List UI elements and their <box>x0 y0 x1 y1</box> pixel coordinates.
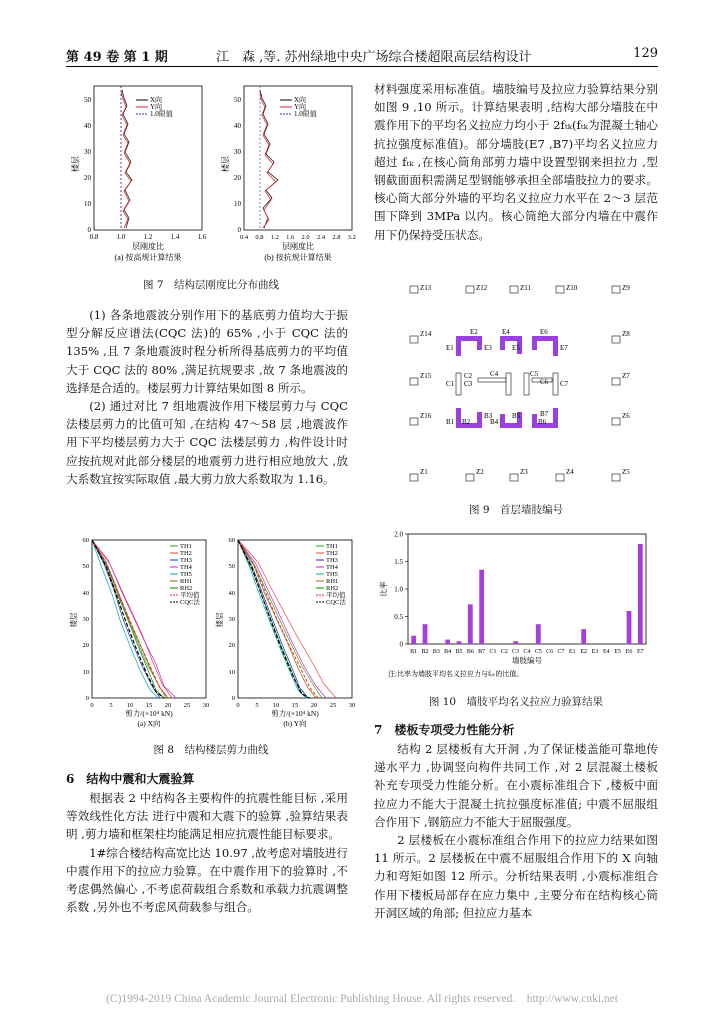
fig10-frame <box>408 534 646 644</box>
fig9-wall-labels <box>446 328 569 426</box>
svg-text:Z12: Z12 <box>476 284 488 292</box>
fig10-xtick-B5: B5 <box>455 649 463 655</box>
svg-text:TH5: TH5 <box>326 571 338 578</box>
svg-text:0: 0 <box>87 226 91 234</box>
svg-text:1.4: 1.4 <box>170 233 180 241</box>
svg-text:RH1: RH1 <box>326 578 339 585</box>
svg-text:40: 40 <box>234 122 241 130</box>
running-title: 江 森 ,等. 苏州绿地中央广场综合楼超限高层结构设计 <box>216 50 532 65</box>
svg-text:Z4: Z4 <box>566 468 574 476</box>
fig10-xtick-E4: E4 <box>602 649 610 655</box>
svg-text:Z9: Z9 <box>622 284 630 292</box>
journal-volume: 第 49 卷 第 1 期 <box>66 50 168 65</box>
fig10-xtick-E5: E5 <box>614 649 622 655</box>
svg-text:40: 40 <box>228 590 235 597</box>
fig7a-sublabel: (a) 按高规计算结果 <box>114 253 182 262</box>
fig10-xtick-B7: B7 <box>478 649 486 655</box>
svg-text:10: 10 <box>272 702 280 709</box>
svg-text:60: 60 <box>82 537 89 544</box>
fig8b-ylabel: 楼层 <box>215 612 224 628</box>
fig7a-xlabel: 层刚度比 <box>132 242 164 251</box>
fig10-bar-B1 <box>411 636 416 644</box>
svg-text:0: 0 <box>231 695 235 702</box>
fig10-bar-B2 <box>423 624 428 644</box>
svg-text:E7: E7 <box>560 344 568 352</box>
svg-text:TH1: TH1 <box>326 543 338 550</box>
fig7a-plot <box>70 86 207 262</box>
svg-text:E1: E1 <box>446 344 454 352</box>
svg-text:RH2: RH2 <box>180 585 193 592</box>
svg-text:E2: E2 <box>470 328 478 336</box>
svg-text:B6: B6 <box>538 418 547 426</box>
svg-text:Z16: Z16 <box>420 412 432 420</box>
svg-text:0.8: 0.8 <box>89 233 99 241</box>
svg-text:40: 40 <box>84 122 91 130</box>
fig7b-legend-limit: 1.0限值 <box>294 110 317 118</box>
fig10-ytick-label: 0.5 <box>394 613 403 621</box>
fig10-xtick-E3: E3 <box>591 649 599 655</box>
fig10-xtick-C3: C3 <box>512 649 520 655</box>
svg-text:Z15: Z15 <box>420 372 432 380</box>
fig10-bar-B7 <box>479 570 484 644</box>
fig8a-ylabel: 楼层 <box>69 612 78 628</box>
page-number: 129 <box>633 46 658 61</box>
svg-text:2.4: 2.4 <box>316 234 326 241</box>
fig10-caption: 图 10 墙肢平均名义拉应力验算结果 <box>428 696 604 708</box>
svg-text:Z13: Z13 <box>420 284 432 292</box>
fig10-ytick-label: 1.0 <box>394 585 403 594</box>
svg-text:5: 5 <box>255 702 259 709</box>
fig10-ylabel: 比率 <box>379 581 388 597</box>
fig10-xtick-C1: C1 <box>489 649 497 655</box>
section-7-title: 7 楼板专项受力性能分析 <box>374 723 515 737</box>
svg-text:TH2: TH2 <box>180 550 192 557</box>
svg-text:20: 20 <box>82 642 89 649</box>
svg-text:Z3: Z3 <box>520 468 528 476</box>
svg-text:C6: C6 <box>540 378 549 386</box>
svg-text:Z11: Z11 <box>520 284 532 292</box>
fig10-ytick-label: 0 <box>399 640 403 649</box>
section-7-body <box>374 740 658 922</box>
svg-text:Z1: Z1 <box>420 468 428 476</box>
svg-text:40: 40 <box>82 590 89 597</box>
svg-text:20: 20 <box>84 174 91 182</box>
svg-text:B2: B2 <box>462 418 471 426</box>
fig7b-xlabel: 层刚度比 <box>282 242 314 251</box>
fig8b-xlabel: 剪力/(×10⁴ kN) <box>271 709 319 718</box>
fig10-xtick-B2: B2 <box>421 649 429 655</box>
svg-text:10: 10 <box>234 200 241 208</box>
svg-text:C2: C2 <box>464 372 473 380</box>
header-rule <box>66 66 658 67</box>
svg-text:10: 10 <box>228 669 235 676</box>
fig10-bar-C5 <box>536 624 541 644</box>
svg-text:1.2: 1.2 <box>143 233 153 241</box>
svg-text:20: 20 <box>310 702 318 709</box>
svg-text:RH2: RH2 <box>326 585 339 592</box>
svg-text:Z5: Z5 <box>622 468 630 476</box>
fig10-xtick-E6: E6 <box>625 649 633 655</box>
svg-text:TH3: TH3 <box>180 557 192 564</box>
svg-text:RH1: RH1 <box>180 578 193 585</box>
right-top-para: 材料强度采用标准值。墙肢编号及拉应力验算结果分别如图 9 ,10 所示。计算结果表明 ,结构大部分墙肢在中震作用下的平均名义拉应力均小于 2fₜₖ(fₜₖ为混凝土轴心抗拉强度标准值)。部分墙肢(E7 ,B7)平均名义拉应力超过 fₜₖ ,在核心筒角部剪力墙中设置型钢来担拉力 ,型钢截面面积需满足型钢能够承担全部墙肢拉力的要求。核心筒大部分外墙的平均名义拉应力水平在 2～3 层范围下降到 3MPa 以内。核心筒绝大部分内墙在中震作用下仍保持受压状态。 <box>374 82 658 242</box>
fig7a-ylabel: 楼层 <box>71 156 80 172</box>
fig10-note: 注:比率为墙肢平均名义拉应力与fₜₖ的比值。 <box>388 670 524 678</box>
fig7-charts <box>66 78 356 268</box>
svg-text:30: 30 <box>202 702 210 709</box>
fig8a-legend <box>170 543 200 606</box>
svg-text:C1: C1 <box>446 380 455 388</box>
fig10-xtick-E2: E2 <box>580 649 588 655</box>
svg-text:20: 20 <box>164 702 172 709</box>
svg-text:0.8: 0.8 <box>255 234 264 241</box>
copyright-footer: (C)1994-2019 China Academic Journal Electronic Publishing House. All rights reserved. http://www.cnki.net <box>106 993 618 1005</box>
svg-text:0: 0 <box>85 695 89 702</box>
svg-text:20: 20 <box>228 642 235 649</box>
svg-text:CQC法: CQC法 <box>326 599 346 606</box>
svg-text:C5: C5 <box>530 370 539 378</box>
fig10-bar-E7 <box>638 544 643 644</box>
svg-text:B7: B7 <box>540 410 549 418</box>
fig8b-sublabel: (b) Y向 <box>283 719 307 728</box>
fig10-xlabel: 墙肢编号 <box>512 656 542 665</box>
svg-text:E3: E3 <box>484 344 492 352</box>
svg-text:20: 20 <box>234 174 241 182</box>
fig7b-legend-x: X向 <box>294 96 307 104</box>
svg-text:30: 30 <box>82 616 89 623</box>
fig10-xtick-B3: B3 <box>432 649 440 655</box>
svg-text:3.2: 3.2 <box>347 234 356 241</box>
svg-text:2.0: 2.0 <box>301 234 310 241</box>
fig10-xtick-B1: B1 <box>410 649 418 655</box>
svg-text:30: 30 <box>348 702 356 709</box>
svg-text:B4: B4 <box>490 418 499 426</box>
fig9-caption: 图 9 首层墙肢编号 <box>468 504 564 516</box>
svg-text:50: 50 <box>84 96 91 104</box>
svg-text:30: 30 <box>84 148 91 156</box>
svg-text:50: 50 <box>228 563 235 570</box>
svg-text:1.0: 1.0 <box>116 233 126 241</box>
svg-text:Z8: Z8 <box>622 330 630 338</box>
sec6-para-1: 根据表 2 中结构各主要构件的抗震性能目标 ,采用等效线性化方法 进行中震和大震下的验算 ,验算结果表明 ,剪力墙和框架柱均能满足相应抗震性能目标要求。 <box>66 791 348 842</box>
fig10-xtick-B6: B6 <box>466 649 474 655</box>
svg-text:TH4: TH4 <box>180 564 192 571</box>
fig10-ytick-label: 1.5 <box>394 558 403 566</box>
svg-text:Z14: Z14 <box>420 330 432 338</box>
svg-text:Z6: Z6 <box>622 412 630 420</box>
svg-text:B5: B5 <box>512 412 521 420</box>
svg-text:C7: C7 <box>560 380 569 388</box>
fig8b-plot <box>214 537 355 728</box>
right-top-text <box>374 80 658 244</box>
svg-text:1.2: 1.2 <box>270 234 279 241</box>
fig8b-legend <box>316 543 346 606</box>
fig7a-legend-x: X向 <box>150 96 163 104</box>
sec7-para-1: 结构 2 层楼板有大开洞 ,为了保证楼盖能可靠地传递水平力 ,协调竖向构件共同工作 ,对 2 层混凝土楼板补充专项受力性能分析。在小震标准组合下 ,楼板中面拉应力不能大于混凝土抗拉强度标准值; 中震不屈服组合作用下 ,钢筋应力不能大于屈服强度。 <box>374 742 658 829</box>
fig7-caption: 图 7 结构层刚度比分布曲线 <box>142 279 280 291</box>
svg-text:25: 25 <box>329 702 337 709</box>
svg-text:50: 50 <box>234 96 241 104</box>
fig7b-ylabel: 楼层 <box>221 156 230 172</box>
svg-text:C3: C3 <box>464 380 473 388</box>
fig10-bar-B5 <box>457 641 462 644</box>
fig10-xtick-C7: C7 <box>557 649 565 655</box>
svg-text:30: 30 <box>228 616 235 623</box>
fig8a-plot <box>68 537 209 728</box>
fig10-xtick-B4: B4 <box>444 649 452 655</box>
fig7a-legend-y: Y向 <box>150 103 163 111</box>
left-paragraphs <box>66 306 348 488</box>
fig10-bar-B6 <box>468 604 473 644</box>
svg-text:5: 5 <box>109 702 113 709</box>
sec7-para-2: 2 层楼板在小震标准组合作用下的拉应力结果如图 11 所示。2 层楼板在中震不屈服组合作用下的 X 向轴力和弯矩如图 12 所示。分析结果表明 ,小震标准组合作用下楼板局部存在应力集中 ,主要分布在结构核心筒开洞区域的角部; 但拉应力基本 <box>374 833 658 920</box>
svg-text:0: 0 <box>237 226 241 234</box>
svg-text:10: 10 <box>84 200 91 208</box>
svg-text:Z2: Z2 <box>476 468 484 476</box>
svg-text:E4: E4 <box>502 328 510 336</box>
fig8a-sublabel: (a) X向 <box>137 719 161 728</box>
fig10-bar-E2 <box>581 629 586 644</box>
fig9-wall-plan <box>400 278 640 498</box>
svg-text:0: 0 <box>90 702 94 709</box>
svg-text:C4: C4 <box>490 370 499 378</box>
sec6-para-2: 1#综合楼结构高宽比达 10.97 ,故考虑对墙肢进行中震作用下的拉应力验算。在中震作用下的验算时 ,不考虑偶然偏心 ,不考虑荷载组合系数和承载力抗震调整系数 ,另外也不考虑风荷载参与组合。 <box>66 845 348 915</box>
svg-text:TH2: TH2 <box>326 550 338 557</box>
fig10-bar-chart <box>374 528 664 682</box>
fig10-xtick-C2: C2 <box>500 649 508 655</box>
fig10-bar-B4 <box>445 640 450 644</box>
svg-text:60: 60 <box>228 537 235 544</box>
fig8-caption: 图 8 结构楼层剪力曲线 <box>153 744 269 756</box>
svg-text:25: 25 <box>183 702 191 709</box>
svg-text:B3: B3 <box>484 412 493 420</box>
fig10-bar-C3 <box>513 641 518 644</box>
svg-text:30: 30 <box>234 148 241 156</box>
fig10-xtick-C4: C4 <box>523 649 531 655</box>
fig10-xtick-E7: E7 <box>636 649 644 655</box>
svg-text:Z7: Z7 <box>622 372 630 380</box>
svg-text:TH3: TH3 <box>326 557 338 564</box>
svg-text:2.8: 2.8 <box>332 234 341 241</box>
fig10-xtick-E1: E1 <box>568 649 576 655</box>
svg-text:50: 50 <box>82 563 89 570</box>
fig8a-xlabel: 剪力/(×10⁴ kN) <box>125 709 173 718</box>
svg-text:TH1: TH1 <box>180 543 192 550</box>
svg-text:10: 10 <box>82 669 89 676</box>
fig7a-legend-limit: 1.0限值 <box>150 110 173 118</box>
fig10-ytick-label: 2.0 <box>394 530 403 539</box>
svg-text:TH4: TH4 <box>326 564 338 571</box>
section-6-body <box>66 789 348 916</box>
svg-text:15: 15 <box>145 702 153 709</box>
fig10-bar-E6 <box>627 611 632 644</box>
para-2: (2) 通过对比 7 组地震波作用下楼层剪力与 CQC 法楼层剪力的比值可知 ,在结构 47～58 层 ,地震波作用下平均楼层剪力大于 CQC 法楼层剪力 ,构件设计时应按抗规对此部分楼层的地震剪力进行相应地放大 ,放大系数宜按实际取值 ,最大剪力放大系数取为 1.16。 <box>66 399 348 486</box>
running-header <box>66 46 658 66</box>
svg-text:10: 10 <box>126 702 134 709</box>
svg-text:15: 15 <box>291 702 299 709</box>
svg-text:E6: E6 <box>540 328 548 336</box>
fig10-xtick-C6: C6 <box>546 649 554 655</box>
fig7b-legend-y: Y向 <box>294 103 307 111</box>
svg-text:Z10: Z10 <box>566 284 578 292</box>
svg-text:0.4: 0.4 <box>239 234 249 241</box>
svg-text:1.6: 1.6 <box>197 233 207 241</box>
svg-text:CQC法: CQC法 <box>180 599 200 606</box>
section-6-title: 6 结构中震和大震验算 <box>66 772 195 786</box>
svg-text:TH5: TH5 <box>180 571 192 578</box>
fig7b-sublabel: (b) 按抗规计算结果 <box>264 253 332 262</box>
fig8-charts <box>66 534 356 730</box>
fig10-xtick-C5: C5 <box>534 649 542 655</box>
svg-text:E5: E5 <box>512 344 520 352</box>
fig7b-plot <box>220 86 356 262</box>
svg-text:B1: B1 <box>446 418 455 426</box>
svg-text:平均值: 平均值 <box>326 592 346 599</box>
para-1: (1) 各条地震波分别作用下的基底剪力值均大于振型分解反应谱法(CQC 法)的 65% ,小于 CQC 法的 135% ,且 7 条地震波时程分析所得基底剪力的平均值大于 CQC 法的 80% ,满足抗规要求 ,故 7 条地震波的选择是合适的。楼层剪力计算结果如图 8 所示。 <box>66 308 348 395</box>
svg-text:0: 0 <box>236 702 240 709</box>
svg-text:平均值: 平均值 <box>180 592 200 599</box>
svg-text:1.6: 1.6 <box>286 234 295 241</box>
